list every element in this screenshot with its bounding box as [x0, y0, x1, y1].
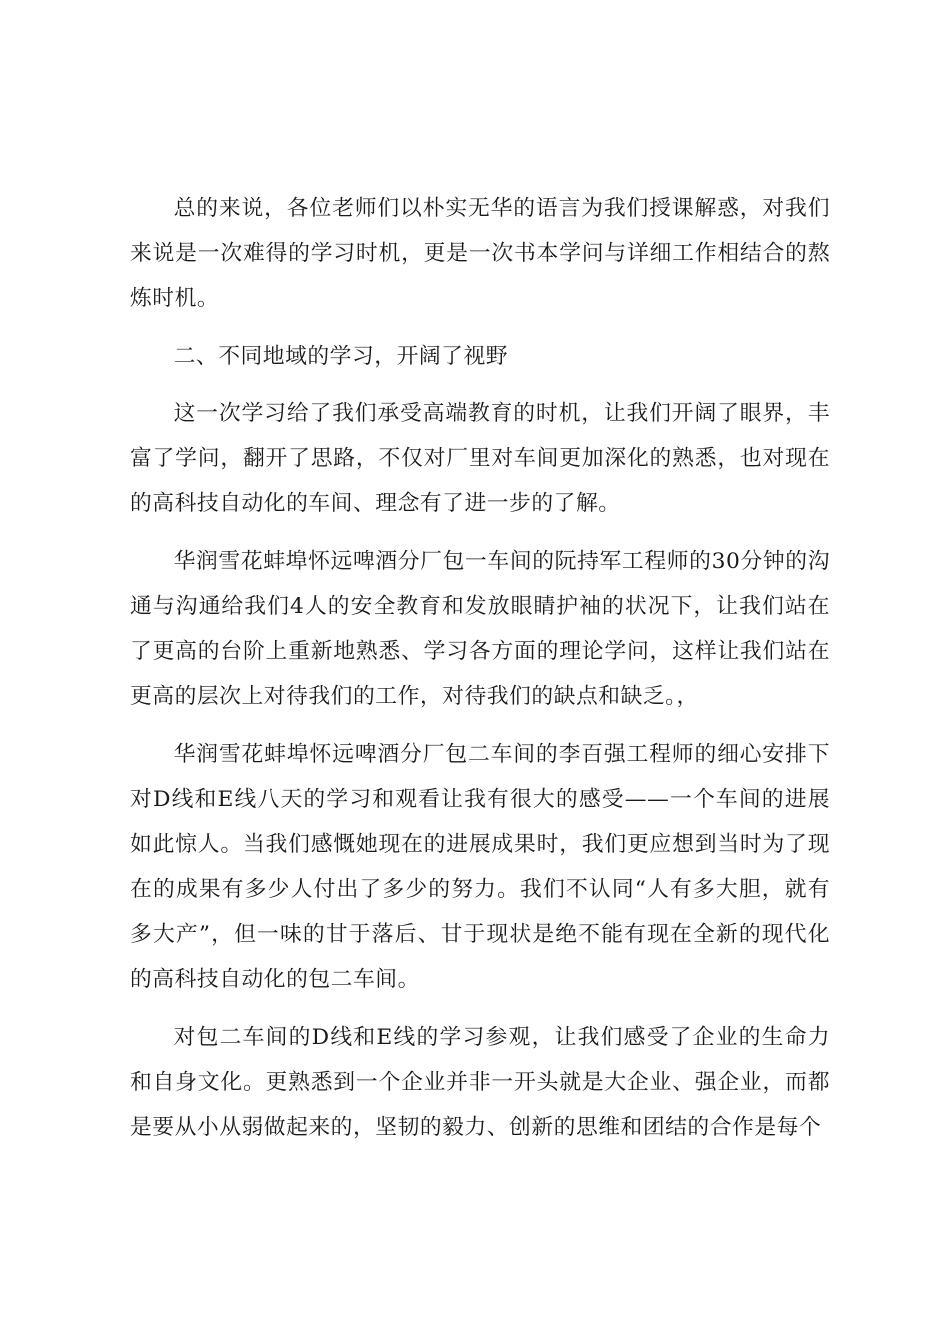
document-body — [130, 186, 830, 1150]
paragraph-visit-lines: 对包二车间的D线和E线的学习参观，让我们感受了企业的生命力和自身文化。更熟悉到一个企业并非一开头就是大企业、强企业，而都是要从小从弱做起来的，坚韧的毅力、创新的思维和团结的合作是每个 — [130, 1025, 830, 1140]
paragraph-workshop-two: 华润雪花蚌埠怀远啤酒分厂包二车间的李百强工程师的细心安排下对D线和E线八天的学习和观看让我有很大的感受——一个车间的进展如此惊人。当我们感慨她现在的进展成果时，我们更应想到当时为了现在的成果有多少人付出了多少的努力。我们不认同“人有多大胆，就有多大产”，但一味的甘于落后、甘于现状是绝不能有现在全新的现代化的高科技自动化的包二车间。 — [130, 742, 830, 992]
paragraph-summary: 总的来说，各位老师们以朴实无华的语言为我们授课解惑，对我们来说是一次难得的学习时机，更是一次书本学问与详细工作相结合的熬炼时机。 — [130, 196, 830, 311]
paragraph-learning-opportunity: 这一次学习给了我们承受高端教育的时机，让我们开阔了眼界，丰富了学问，翻开了思路，不仅对厂里对车间更加深化的熟悉，也对现在的高科技自动化的车间、理念有了进一步的了解。 — [130, 401, 830, 516]
paragraph-workshop-one: 华润雪花蚌埠怀远啤酒分厂包一车间的阮持军工程师的30分钟的沟通与沟通给我们4人的安全教育和发放眼睛护袖的状况下，让我们站在了更高的台阶上重新地熟悉、学习各方面的理论学问，这样让我们站在更高的层次上对待我们的工作，对待我们的缺点和缺乏。， — [130, 549, 830, 709]
section-heading: 二、不同地域的学习，开阔了视野 — [173, 344, 509, 369]
